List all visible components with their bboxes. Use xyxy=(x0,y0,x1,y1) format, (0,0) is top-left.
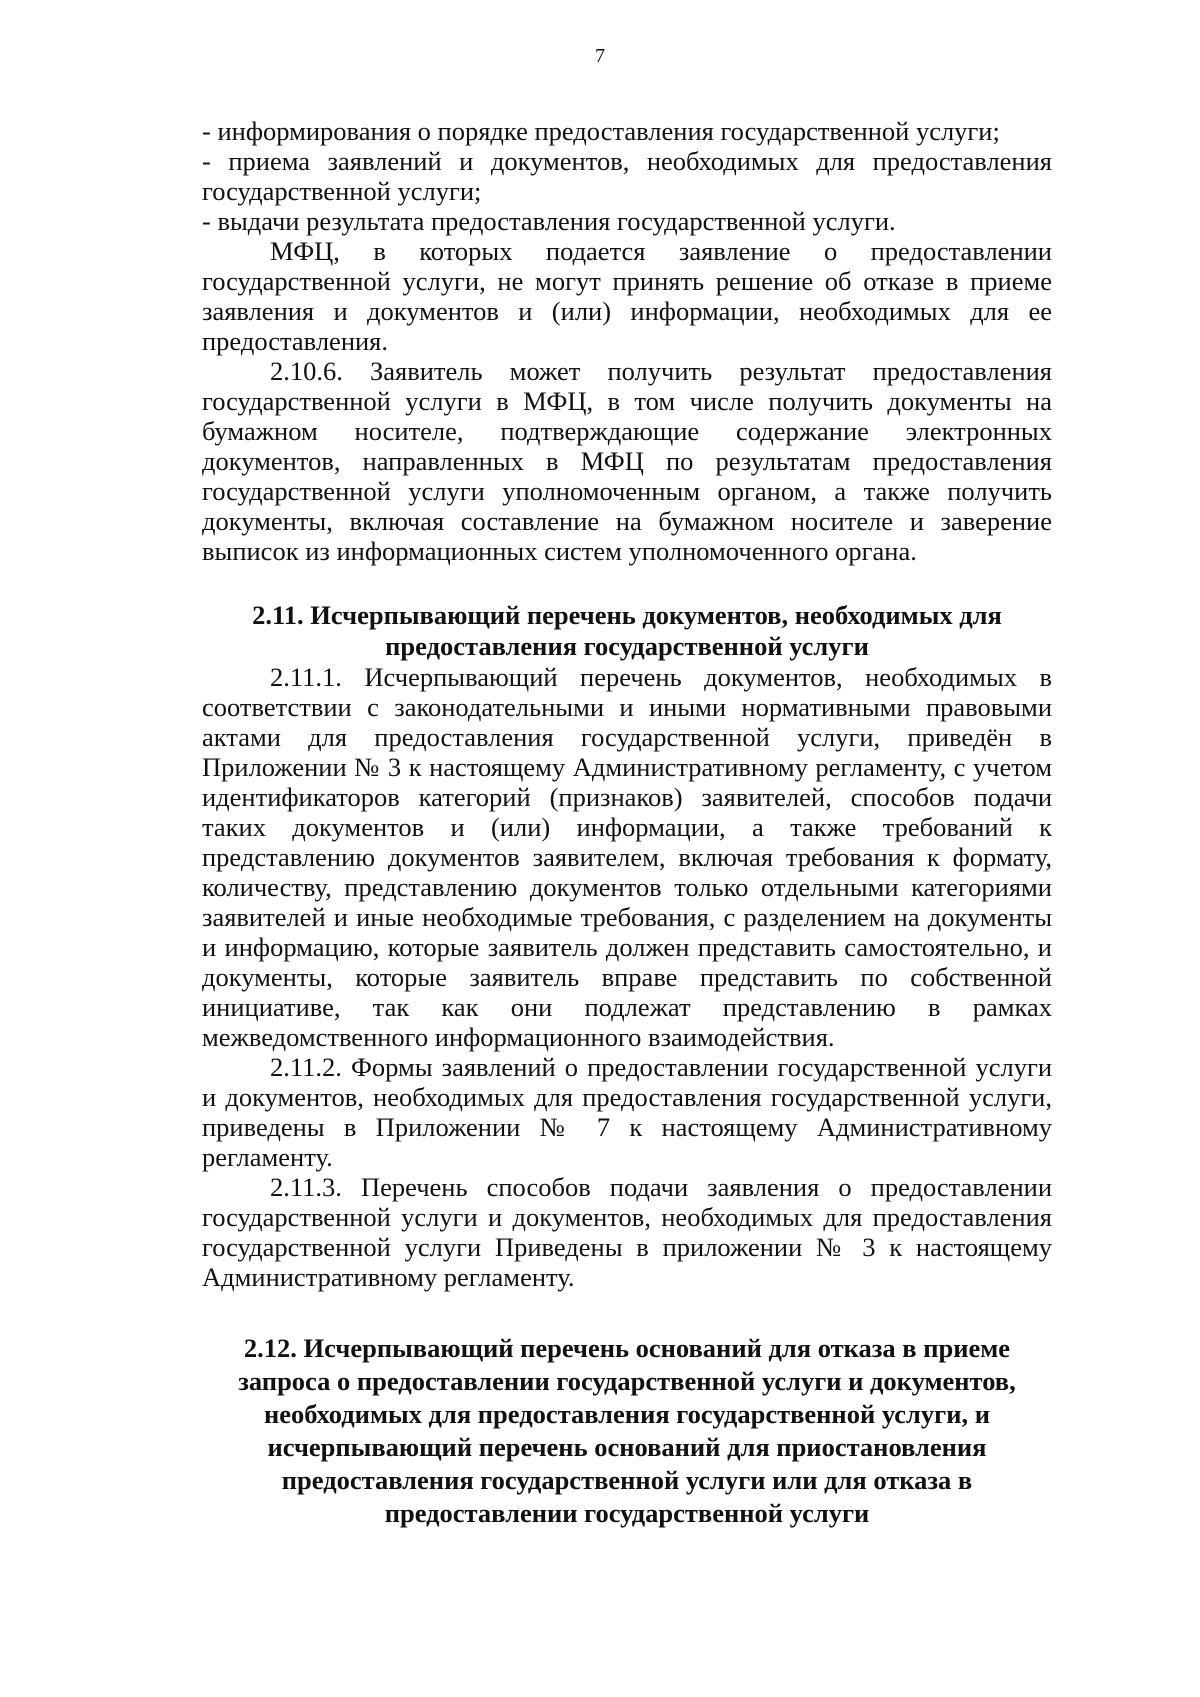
document-body xyxy=(202,116,1052,1530)
list-item-receiving: - приема заявлений и документов, необходимых для предоставления государственной услуги; xyxy=(202,146,1052,206)
list-item-issuing: - выдачи результата предоставления государственной услуги. xyxy=(202,206,896,236)
paragraph-2-11-1: 2.11.1. Исчерпывающий перечень документов, необходимых в соответствии с законодательными и иными нормативными правовыми актами для предоставления государственной услуги, приведён в Приложении № 3 к настоящему Административному регламенту, с учетом идентификаторов категорий (признаков) заявителей, способов подачи таких документов и (или) информации, а также требований к представлению документов заявителем, включая требования к формату, количеству, представлению документов только отдельными категориями заявителей и иные необходимые требования, с разделением на документы и информацию, которые заявитель должен представить самостоятельно, и документы, которые заявитель вправе представить по собственной инициативе, так как они подлежат представлению в рамках межведомственного информационного взаимодействия. xyxy=(202,662,1052,1052)
page-number: 7 xyxy=(595,45,605,67)
paragraph-mfc: МФЦ, в которых подается заявление о предоставлении государственной услуги, не могут принять решение об отказе в приеме заявления и документов и (или) информации, необходимых для ее предоставления. xyxy=(202,236,1052,356)
paragraph-2-11-2: 2.11.2. Формы заявлений о предоставлении государственной услуги и документов, необходимых для предоставления государственной услуги, приведены в Приложении № 7 к настоящему Административному регламенту. xyxy=(202,1052,1052,1172)
paragraph-2-11-3: 2.11.3. Перечень способов подачи заявления о предоставлении государственной услуги и документов, необходимых для предоставления государственной услуги Приведены в приложении № 3 к настоящему Административному регламенту. xyxy=(202,1172,1052,1292)
section-heading-2-12: 2.12. Исчерпывающий перечень оснований для отказа в приеме запроса о предоставлении государственной услуги и документов, необходимых для предоставления государственной услуги, и исчерпывающий перечень оснований для приостановления предоставления государственной услуги или для отказа в предоставлении государственной услуги xyxy=(238,1333,1016,1528)
list-item-informing: - информирования о порядке предоставления государственной услуги; xyxy=(202,116,1000,146)
paragraph-2-10-6: 2.10.6. Заявитель может получить результат предоставления государственной услуги в МФЦ, в том числе получить документы на бумажном носителе, подтверждающие содержание электронных документов, направленных в МФЦ по результатам предоставления государственной услуги уполномоченным органом, а также получить документы, включая составление на бумажном носителе и заверение выписок из информационных систем уполномоченного органа. xyxy=(202,356,1052,566)
section-heading-2-11: 2.11. Исчерпывающий перечень документов, необходимых для предоставления государственной услуги xyxy=(252,600,1002,661)
